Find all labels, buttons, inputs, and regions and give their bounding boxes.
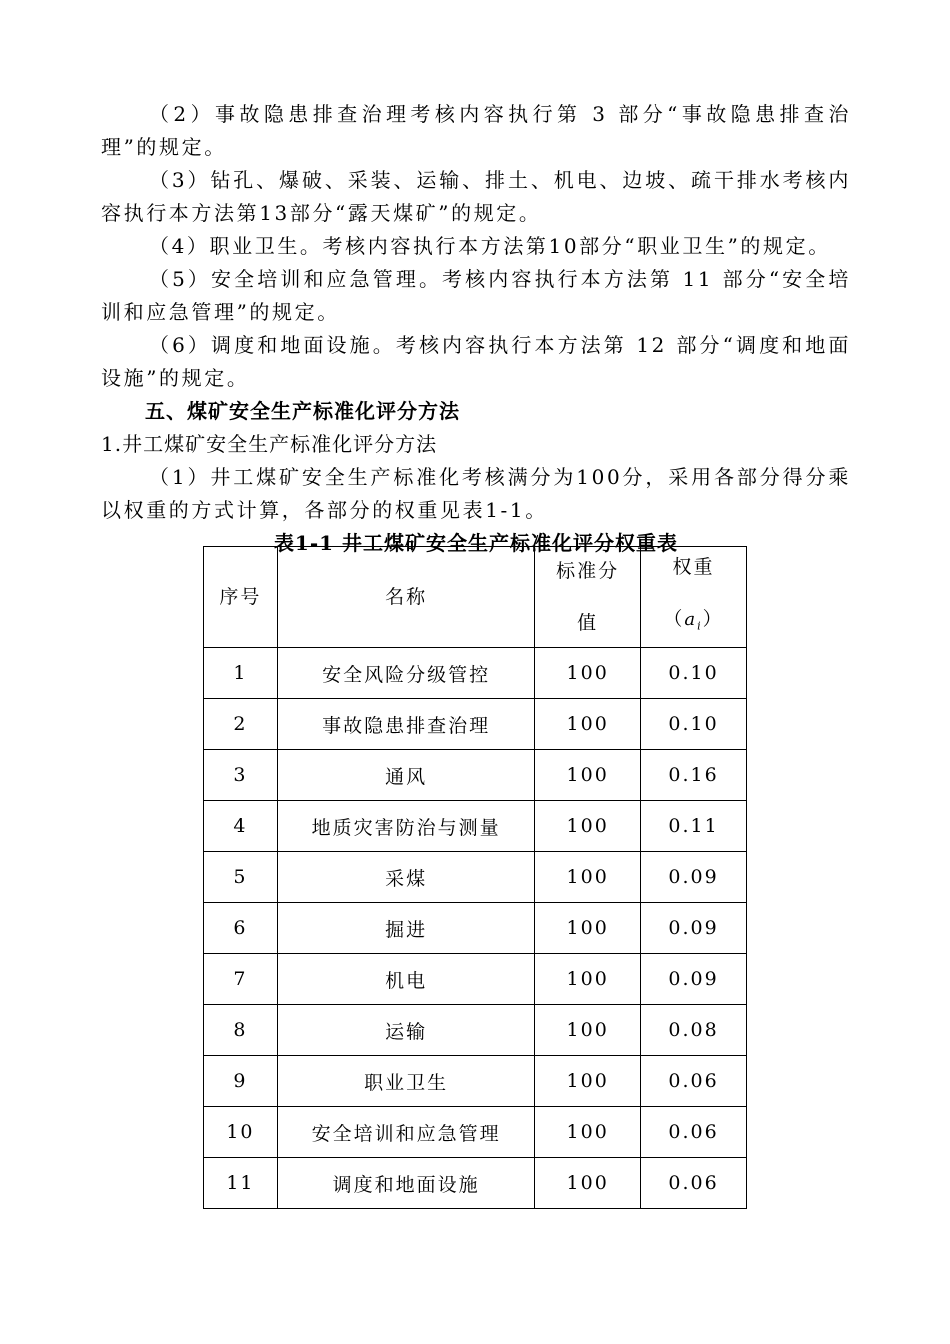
table-row [204, 852, 747, 903]
cell-score: 100 [535, 852, 641, 903]
cell-no: 7 [204, 954, 278, 1005]
table-header-row [204, 547, 747, 648]
paragraph-4: （4）职业卫生。考核内容执行本方法第10部分“职业卫生”的规定。 [149, 234, 831, 258]
header-weight-subscript: i [697, 619, 703, 633]
cell-weight: 0.09 [641, 954, 747, 1005]
cell-no: 6 [204, 903, 278, 954]
header-weight-symbol: $a_i$ [684, 609, 703, 633]
cell-no: 11 [204, 1158, 278, 1209]
document-page [101, 98, 851, 560]
cell-score: 100 [535, 903, 641, 954]
section-heading: 五、煤矿安全生产标准化评分方法 [145, 399, 460, 423]
cell-score: 100 [535, 750, 641, 801]
cell-name: 通风 [277, 750, 534, 801]
header-weight-line2 [641, 602, 746, 644]
cell-score: 100 [535, 1107, 641, 1158]
table-row [204, 648, 747, 699]
paragraph-3: （3）钻孔、爆破、采装、运输、排土、机电、边坡、疏干排水考核内容执行本方法第13部分“露天煤矿”的规定。 [101, 168, 851, 225]
cell-weight: 0.09 [641, 852, 747, 903]
cell-score: 100 [535, 699, 641, 750]
cell-score: 100 [535, 801, 641, 852]
cell-no: 9 [204, 1056, 278, 1107]
paragraph-5: （5）安全培训和应急管理。考核内容执行本方法第 11 部分“安全培训和应急管理”的规定。 [101, 267, 851, 324]
cell-weight: 0.10 [641, 648, 747, 699]
cell-weight: 0.06 [641, 1107, 747, 1158]
table-row [204, 699, 747, 750]
table-row [204, 954, 747, 1005]
table-row [204, 750, 747, 801]
header-weight-close: ） [702, 608, 724, 631]
table-row [204, 1056, 747, 1107]
header-score-line2: 值 [577, 612, 599, 634]
table-row [204, 1158, 747, 1209]
cell-weight: 0.08 [641, 1005, 747, 1056]
paragraph-6: （6）调度和地面设施。考核内容执行本方法第 12 部分“调度和地面设施”的规定。 [101, 333, 851, 390]
header-weight [641, 547, 747, 648]
cell-score: 100 [535, 648, 641, 699]
cell-no: 3 [204, 750, 278, 801]
header-score [535, 547, 641, 648]
cell-weight: 0.11 [641, 801, 747, 852]
cell-weight: 0.06 [641, 1056, 747, 1107]
table-body [204, 648, 747, 1209]
cell-name: 事故隐患排查治理 [277, 699, 534, 750]
cell-no: 4 [204, 801, 278, 852]
cell-no: 5 [204, 852, 278, 903]
cell-weight: 0.06 [641, 1158, 747, 1209]
table-title: 表1-1 井工煤矿安全生产标准化评分权重表 [273, 531, 679, 555]
sub-heading: 1.井工煤矿安全生产标准化评分方法 [101, 432, 438, 456]
cell-name: 安全培训和应急管理 [277, 1107, 534, 1158]
table-row [204, 903, 747, 954]
cell-name: 掘进 [277, 903, 534, 954]
cell-score: 100 [535, 1005, 641, 1056]
cell-name: 机电 [277, 954, 534, 1005]
header-weight-open: （ [663, 608, 685, 631]
cell-name: 职业卫生 [277, 1056, 534, 1107]
cell-name: 地质灾害防治与测量 [277, 801, 534, 852]
cell-name: 采煤 [277, 852, 534, 903]
table-row [204, 1107, 747, 1158]
cell-name: 运输 [277, 1005, 534, 1056]
cell-score: 100 [535, 1158, 641, 1209]
weights-table [203, 546, 747, 1209]
cell-no: 2 [204, 699, 278, 750]
paragraph-2: （2）事故隐患排查治理考核内容执行第 3 部分“事故隐患排查治理”的规定。 [101, 102, 851, 159]
header-name: 名称 [277, 547, 534, 648]
cell-score: 100 [535, 1056, 641, 1107]
cell-weight: 0.09 [641, 903, 747, 954]
cell-name: 安全风险分级管控 [277, 648, 534, 699]
intro-paragraph: （1）井工煤矿安全生产标准化考核满分为100分，采用各部分得分乘以权重的方式计算，各部分的权重见表1-1。 [101, 465, 851, 522]
cell-no: 8 [204, 1005, 278, 1056]
cell-score: 100 [535, 954, 641, 1005]
header-weight-line1: 权重 [672, 556, 715, 579]
cell-name: 调度和地面设施 [277, 1158, 534, 1209]
cell-no: 10 [204, 1107, 278, 1158]
table-row [204, 801, 747, 852]
cell-weight: 0.10 [641, 699, 747, 750]
table-row [204, 1005, 747, 1056]
cell-weight: 0.16 [641, 750, 747, 801]
header-no: 序号 [204, 547, 278, 648]
header-score-line1: 标准分 [556, 560, 620, 582]
cell-no: 1 [204, 648, 278, 699]
